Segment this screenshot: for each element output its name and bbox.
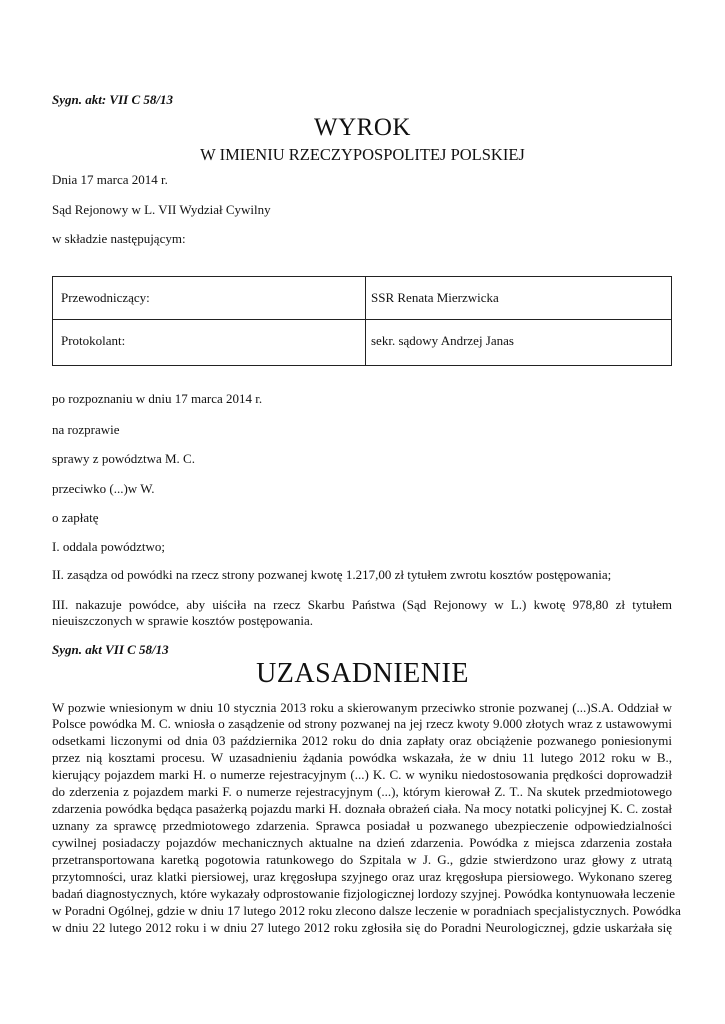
justification-line: W pozwie wniesionym w dniu 10 stycznia 2013 roku a skierowanym przeciwko stronie pozwanej (...)S.A. Oddział w bbox=[52, 700, 672, 715]
justification-line: zdarzenia powódka będąca pasażerką pojazdu marki H. doznała obrażeń ciała. Na mocy notatki policyjnej K. C. został bbox=[52, 801, 672, 816]
table-divider bbox=[365, 277, 366, 365]
case-signature: Sygn. akt: VII C 58/13 bbox=[52, 92, 173, 107]
panel-role: Protokolant: bbox=[61, 333, 126, 348]
ruling-item: III. nakazuje powódce, aby uiściła na rzecz Skarbu Państwa (Sąd Rejonowy w L.) kwotę 978,80 zł tytułem bbox=[52, 597, 672, 612]
panel-name: SSR Renata Mierzwicka bbox=[371, 290, 499, 305]
justification-line: odsetkami liczonymi od dnia 03 października 2012 roku do dnia zapłaty oraz obciążenie pozwanego poniesionymi bbox=[52, 733, 672, 748]
case-hearing: na rozprawie bbox=[52, 422, 120, 437]
ruling-item-continued: nieuiszczonych w sprawie kosztów postępowania. bbox=[52, 613, 314, 628]
case-defendant: przeciwko (...)w W. bbox=[52, 481, 155, 496]
justification-signature: Sygn. akt VII C 58/13 bbox=[52, 642, 169, 657]
justification-line: przetransportowana karetką pogotowia ratunkowego do Szpitala w J. G., gdzie stwierdzono uraz głowy z utratą bbox=[52, 852, 672, 867]
justification-line: badań diagnostycznych, które wykazały odprostowanie fizjologicznej lordozy szyjnej. Powódka kontynuowała leczenie bbox=[52, 886, 676, 901]
case-plaintiff: sprawy z powództwa M. C. bbox=[52, 451, 195, 466]
justification-line: przytomności, uraz klatki piersiowej, uraz kręgosłupa szyjnego oraz uraz kręgosłupa piersiowego. Wykonano szereg bbox=[52, 869, 672, 884]
ruling-item: I. oddala powództwo; bbox=[52, 539, 166, 554]
case-subject: o zapłatę bbox=[52, 510, 99, 525]
court-name: Sąd Rejonowy w L. VII Wydział Cywilny bbox=[52, 202, 271, 217]
panel-name: sekr. sądowy Andrzej Janas bbox=[371, 333, 514, 348]
justification-line: kierujący pojazdem marki H. o numerze rejestracyjnym (...) K. C. w wyniku niedostosowania prędkości doprowadził bbox=[52, 767, 672, 782]
justification-line: w Poradni Ogólnej, gdzie w dniu 17 lutego 2012 roku zlecono dalsze leczenie w poradniach specjalistycznych. Powódka bbox=[52, 903, 681, 918]
panel-table bbox=[52, 276, 672, 366]
table-divider bbox=[53, 319, 671, 320]
ruling-item: II. zasądza od powódki na rzecz strony pozwanej kwotę 1.217,00 zł tytułem zwrotu kosztów postępowania; bbox=[52, 567, 612, 582]
justification-line: przez nią kosztami procesu. W uzasadnieniu żądania powódka wskazała, że w dniu 11 lutego 2012 roku w B., bbox=[52, 750, 672, 765]
composition-label: w składzie następującym: bbox=[52, 231, 186, 246]
justification-line: w dniu 22 lutego 2012 roku i w dniu 27 lutego 2012 roku zgłosiła się do Poradni Neurologicznej, gdzie uskarżała się bbox=[52, 920, 672, 935]
justification-line: uznany za sprawcę przedmiotowego zdarzenia. Sprawca posiadał u pozwanego ubezpieczenie odpowiedzialności bbox=[52, 818, 672, 833]
justification-line: Polsce powódka M. C. wniosła o zasądzenie od strony pozwanej na jej rzecz kwoty 9.000 złotych wraz z ustawowymi bbox=[52, 716, 672, 731]
judgment-date: Dnia 17 marca 2014 r. bbox=[52, 172, 168, 187]
judgment-title: WYROK bbox=[314, 114, 411, 141]
justification-line: do zderzenia z pojazdem marki F. o numerze rejestracyjnym (...), którym kierował Z. T.. Na skutek przedmiotowego bbox=[52, 784, 672, 799]
panel-role: Przewodniczący: bbox=[61, 290, 150, 305]
justification-title: UZASADNIENIE bbox=[256, 658, 469, 689]
case-heard-date: po rozpoznaniu w dniu 17 marca 2014 r. bbox=[52, 391, 263, 406]
judgment-subtitle: W IMIENIU RZECZYPOSPOLITEJ POLSKIEJ bbox=[200, 145, 525, 164]
justification-line: cywilnej posiadaczy pojazdów mechanicznych aktualne na dzień zdarzenia. Powódka z miejsca zdarzenia została bbox=[52, 835, 672, 850]
